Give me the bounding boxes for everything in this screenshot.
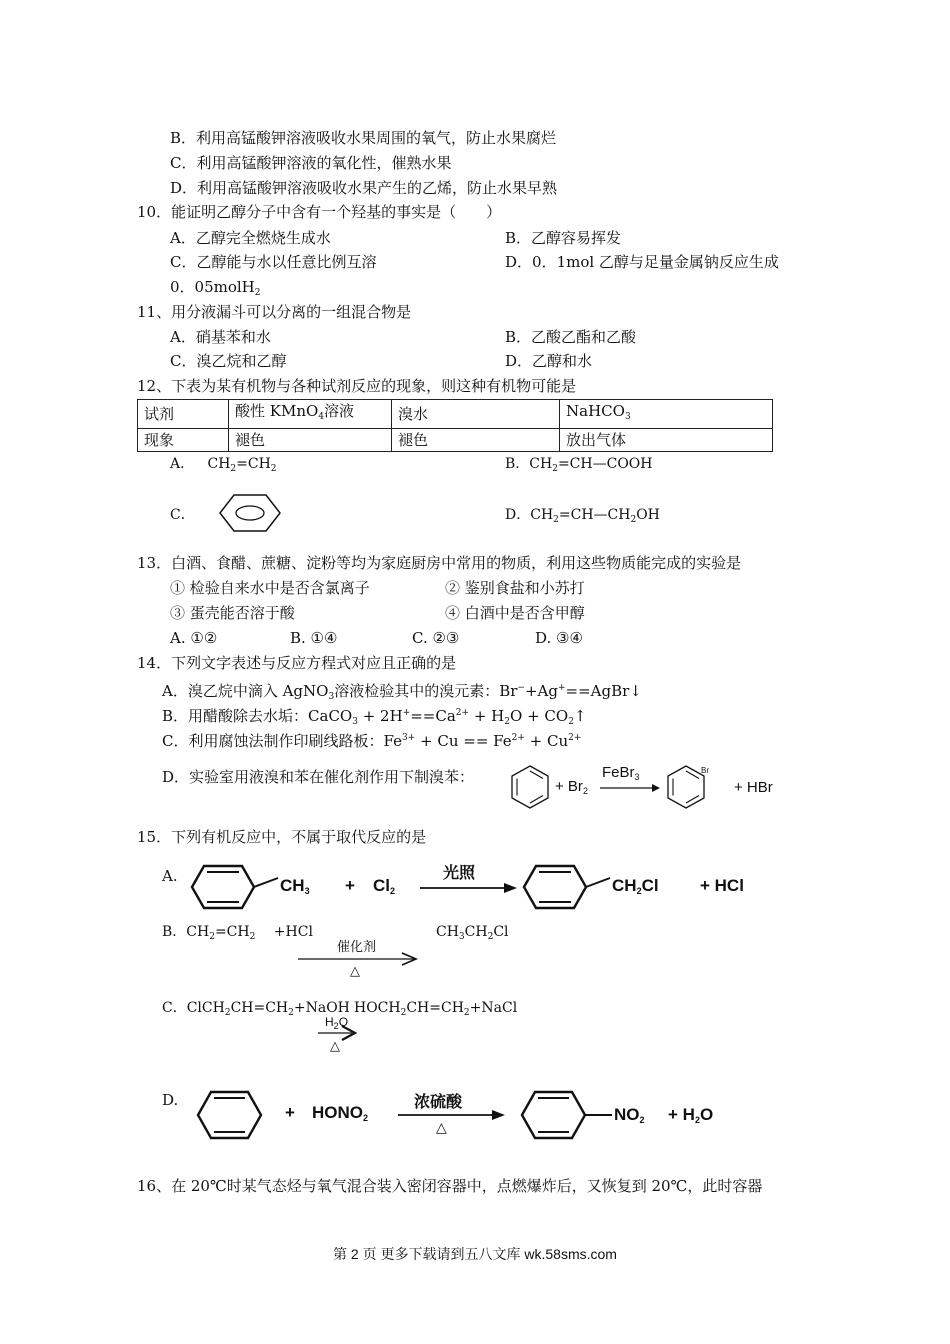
benzene-ring-icon [510, 765, 550, 809]
q10-option-c: C．乙醇能与水以任意比例互溶 [170, 253, 377, 271]
reaction-arrow-icon [600, 783, 662, 793]
q15-d-heat: △ [436, 1120, 447, 1136]
reaction-arrow-icon [398, 1109, 508, 1121]
q15-c-solvent: $H_2O$ [325, 1015, 349, 1031]
q14-reagent-br2: + $Br_2$ [555, 778, 588, 796]
q9-option-d: D．利用高锰酸钾溶液吸收水果产生的乙烯，防止水果早熟 [170, 179, 558, 197]
q13-item-1: ① 检验自来水中是否含氯离子 [170, 579, 370, 597]
q13-item-4: ④ 白酒中是否含甲醇 [445, 604, 585, 622]
table-cell: 现象 [138, 429, 229, 452]
reaction-table [137, 399, 773, 452]
q14-option-d: D．实验室用液溴和苯在催化剂作用下制溴苯： [162, 768, 475, 786]
q13-option-c: C. ②③ [412, 629, 460, 647]
q11-option-c: C．溴乙烷和乙醇 [170, 352, 287, 370]
q10-option-d-cont: 0．05molH$_2$ [170, 278, 261, 298]
q15-option-b: B．$CH_2=CH_2$ +HCl [162, 924, 313, 942]
q15-c-heat: △ [330, 1039, 340, 1054]
q15-a-ch3: $CH_3$ [280, 876, 310, 896]
q15-a-hcl: + HCl [700, 876, 744, 895]
reaction-arrow-icon [420, 882, 520, 894]
q11-option-d: D．乙醇和水 [505, 352, 593, 370]
q14-option-a: A．溴乙烷中滴入 AgNO$_3$溶液检验其中的溴元素：Br−+Ag+==AgBr↓ [162, 682, 642, 702]
table-cell: 褪色 [229, 429, 392, 452]
q15-d-hono2: $HONO_2$ [312, 1103, 369, 1123]
q15-option-d-label: D. [162, 1091, 179, 1109]
table-cell: 试剂 [138, 400, 229, 429]
q15-a-cl2: $Cl_2$ [373, 876, 396, 896]
q13-option-b: B. ①④ [290, 629, 338, 647]
table-cell: NaHCO$_3$ [560, 400, 773, 429]
q14-stem: 14．下列文字表述与反应方程式对应且正确的是 [137, 654, 457, 672]
q15-d-plus: + [285, 1103, 295, 1122]
q12-option-b: B．$CH_2=CH—COOH$ [505, 456, 653, 474]
q13-item-3: ③ 蛋壳能否溶于酸 [170, 604, 295, 622]
table-row [138, 429, 773, 452]
table-cell: 溴水 [392, 400, 560, 429]
q10-option-a: A．乙醇完全燃烧生成水 [170, 229, 331, 247]
q13-item-2: ② 鉴别食盐和小苏打 [445, 579, 585, 597]
q15-b-heat: △ [350, 964, 360, 979]
benzene-ring-icon [219, 493, 281, 533]
q15-a-ch2cl: $CH_2Cl$ [612, 876, 659, 896]
q13-option-a: A. ①② [170, 629, 218, 647]
q14-hbr: + HBr [734, 779, 773, 796]
q10-option-d: D．0．1mol 乙醇与足量金属钠反应生成 [505, 253, 779, 271]
q14-catalyst: FeBr$_3$ [602, 764, 640, 782]
q14-option-b: B．用醋酸除去水垢：CaCO$_3$ + $2H^+==Ca^{2+} + H_2O$ + $CO_2↑$ [162, 707, 587, 727]
nitrobenzene-icon [520, 1090, 615, 1140]
q9-option-c: C．利用高锰酸钾溶液的氧化性，催熟水果 [170, 154, 452, 172]
table-cell: 酸性 KMnO$_4$溶液 [229, 400, 392, 429]
q15-stem: 15．下列有机反应中，不属于取代反应的是 [137, 828, 427, 846]
q11-option-a: A．硝基苯和水 [170, 328, 271, 346]
q15-option-c: C．$ClCH_2CH=CH_2+NaOH$ [162, 1000, 350, 1018]
q15-a-condition: 光照 [443, 863, 476, 882]
table-cell: 放出气体 [560, 429, 773, 452]
q12-option-a: A． $CH_2=CH_2$ [170, 456, 277, 474]
q13-stem: 13．白酒、食醋、蔗糖、淀粉等均为家庭厨房中常用的物质，利用这些物质能完成的实验是 [137, 554, 742, 572]
q11-option-b: B．乙酸乙酯和乙酸 [505, 328, 637, 346]
q12-stem: 12、下表为某有机物与各种试剂反应的现象，则这种有机物可能是 [137, 377, 577, 395]
q15-b-product: $CH_3CH_2Cl$ [436, 924, 509, 942]
q16-stem: 16、在 20℃时某气态烃与氧气混合装入密闭容器中，点燃爆炸后，又恢复到 20℃，此时容器 [137, 1177, 763, 1195]
q15-option-a-label: A. [162, 867, 178, 885]
q15-d-h2o: + $H_2O$ [668, 1105, 714, 1125]
q14-option-c: C．利用腐蚀法制作印刷线路板：$Fe^{3+} + Cu == Fe^{2+} + Cu^{2+}$ [162, 732, 582, 750]
q11-stem: 11、用分液漏斗可以分离的一组混合物是 [137, 303, 412, 321]
q15-a-plus: + [345, 876, 355, 895]
q13-option-d: D. ③④ [535, 629, 583, 647]
q15-d-no2: $NO_2$ [614, 1105, 645, 1125]
q14-br-label: Br [701, 766, 709, 775]
q9-option-b: B．利用高锰酸钾溶液吸收水果周围的氧气，防止水果腐烂 [170, 129, 557, 147]
toluene-icon [190, 864, 280, 910]
q15-c-product: $HOCH_2CH=CH_2+NaCl$ [354, 1000, 518, 1018]
q15-d-condition: 浓硫酸 [414, 1092, 463, 1111]
toluene-icon [522, 864, 612, 910]
table-row [138, 400, 773, 429]
q12-option-d: D．$CH_2=CH—CH_2OH$ [505, 507, 660, 525]
q12-option-c: C． [170, 507, 195, 523]
page-footer: 第 2 页 更多下载请到五八文库 wk.58sms.com [333, 1246, 617, 1262]
q15-b-catalyst: 催化剂 [337, 940, 377, 955]
benzene-ring-icon [196, 1090, 266, 1140]
q10-option-b: B．乙醇容易挥发 [505, 229, 622, 247]
q10-stem: 10．能证明乙醇分子中含有一个羟基的事实是（ ） [137, 203, 502, 221]
table-cell: 褪色 [392, 429, 560, 452]
